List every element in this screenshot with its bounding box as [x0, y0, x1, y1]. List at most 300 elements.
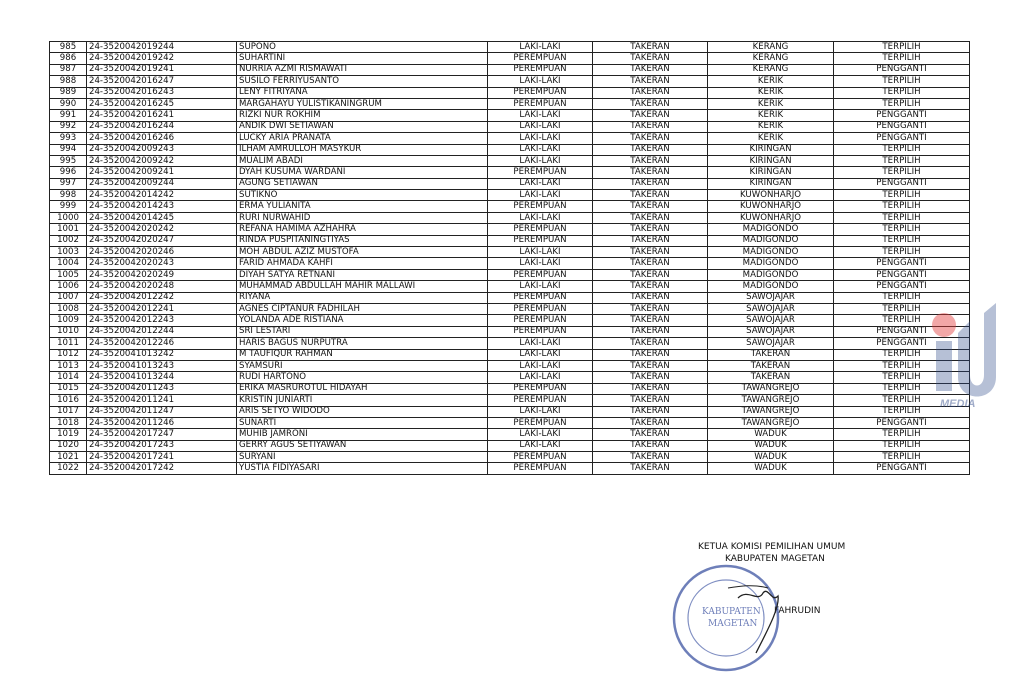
cell-name: ILHAM AMRULLOH MASYKUR: [237, 144, 488, 155]
cell-id: 24-3520042016247: [87, 76, 237, 87]
cell-no: 994: [50, 144, 87, 155]
cell-status: TERPILIH: [834, 406, 970, 417]
cell-gender: PEREMPUAN: [488, 417, 593, 428]
cell-id: 24-3520042012241: [87, 303, 237, 314]
cell-no: 1007: [50, 292, 87, 303]
cell-village: WADUK: [708, 463, 834, 474]
cell-village: TAKERAN: [708, 349, 834, 360]
svg-text:MEDIA: MEDIA: [940, 398, 976, 410]
cell-district: TAKERAN: [593, 360, 708, 371]
cell-id: 24-3520042012246: [87, 338, 237, 349]
cell-name: ANDIK DWI SETIAWAN: [237, 121, 488, 132]
table-row: [50, 167, 970, 178]
cell-district: TAKERAN: [593, 303, 708, 314]
cell-name: SUHARTINI: [237, 53, 488, 64]
cell-no: 992: [50, 121, 87, 132]
cell-gender: PEREMPUAN: [488, 53, 593, 64]
cell-name: DIYAH SATYA RETNANI: [237, 269, 488, 280]
cell-id: 24-3520042019241: [87, 64, 237, 75]
cell-status: TERPILIH: [834, 349, 970, 360]
cell-gender: PEREMPUAN: [488, 235, 593, 246]
cell-name: SYAMSURI: [237, 360, 488, 371]
cell-village: KERIK: [708, 76, 834, 87]
cell-name: RIZKI NUR ROKHIM: [237, 110, 488, 121]
cell-gender: LAKI-LAKI: [488, 429, 593, 440]
table-row: [50, 326, 970, 337]
table-row: [50, 395, 970, 406]
table-row: [50, 87, 970, 98]
table-row: [50, 201, 970, 212]
cell-gender: PEREMPUAN: [488, 463, 593, 474]
cell-gender: LAKI-LAKI: [488, 360, 593, 371]
cell-no: 987: [50, 64, 87, 75]
cell-no: 1018: [50, 417, 87, 428]
cell-district: TAKERAN: [593, 395, 708, 406]
cell-status: TERPILIH: [834, 395, 970, 406]
cell-gender: LAKI-LAKI: [488, 76, 593, 87]
table-row: [50, 429, 970, 440]
cell-no: 1016: [50, 395, 87, 406]
cell-name: AGNES CIPTANUR FADHILAH: [237, 303, 488, 314]
cell-status: PENGGANTI: [834, 417, 970, 428]
cell-gender: PEREMPUAN: [488, 395, 593, 406]
table-row: [50, 98, 970, 109]
cell-district: TAKERAN: [593, 258, 708, 269]
cell-no: 996: [50, 167, 87, 178]
cell-village: KERIK: [708, 87, 834, 98]
cell-gender: LAKI-LAKI: [488, 247, 593, 258]
cell-id: 24-3520042017242: [87, 463, 237, 474]
cell-id: 24-3520042012244: [87, 326, 237, 337]
cell-district: TAKERAN: [593, 326, 708, 337]
cell-name: GERRY AGUS SETIYAWAN: [237, 440, 488, 451]
cell-gender: PEREMPUAN: [488, 269, 593, 280]
cell-status: TERPILIH: [834, 155, 970, 166]
cell-gender: PEREMPUAN: [488, 201, 593, 212]
cell-gender: LAKI-LAKI: [488, 178, 593, 189]
cell-gender: LAKI-LAKI: [488, 42, 593, 53]
cell-village: KIRINGAN: [708, 144, 834, 155]
cell-no: 995: [50, 155, 87, 166]
cell-village: SAWOJAJAR: [708, 303, 834, 314]
cell-district: TAKERAN: [593, 338, 708, 349]
table-row: [50, 315, 970, 326]
cell-district: TAKERAN: [593, 315, 708, 326]
cell-id: 24-3520041013242: [87, 349, 237, 360]
cell-status: TERPILIH: [834, 235, 970, 246]
cell-status: PENGGANTI: [834, 463, 970, 474]
cell-district: TAKERAN: [593, 155, 708, 166]
cell-status: PENGGANTI: [834, 258, 970, 269]
cell-id: 24-3520042017243: [87, 440, 237, 451]
cell-status: PENGGANTI: [834, 338, 970, 349]
cell-id: 24-3520042012243: [87, 315, 237, 326]
cell-id: 24-3520042009242: [87, 155, 237, 166]
cell-village: KIRINGAN: [708, 167, 834, 178]
cell-id: 24-3520042017241: [87, 452, 237, 463]
cell-no: 1021: [50, 452, 87, 463]
cell-village: KERIK: [708, 133, 834, 144]
cell-no: 1012: [50, 349, 87, 360]
cell-village: MADIGONDO: [708, 235, 834, 246]
table-row: [50, 224, 970, 235]
cell-village: TAWANGREJO: [708, 395, 834, 406]
cell-status: TERPILIH: [834, 247, 970, 258]
cell-district: TAKERAN: [593, 281, 708, 292]
cell-gender: LAKI-LAKI: [488, 212, 593, 223]
cell-district: TAKERAN: [593, 144, 708, 155]
cell-name: YUSTIA FIDIYASARI: [237, 463, 488, 474]
svg-text:KABUPATEN: KABUPATEN: [702, 607, 761, 617]
cell-status: TERPILIH: [834, 87, 970, 98]
cell-district: TAKERAN: [593, 167, 708, 178]
cell-no: 1010: [50, 326, 87, 337]
cell-village: TAWANGREJO: [708, 383, 834, 394]
cell-district: TAKERAN: [593, 201, 708, 212]
cell-no: 991: [50, 110, 87, 121]
table-row: [50, 178, 970, 189]
cell-name: SRI LESTARI: [237, 326, 488, 337]
cell-village: SAWOJAJAR: [708, 315, 834, 326]
cell-gender: PEREMPUAN: [488, 292, 593, 303]
cell-name: ERIKA MASRUROTUL HIDAYAH: [237, 383, 488, 394]
cell-district: TAKERAN: [593, 53, 708, 64]
cell-district: TAKERAN: [593, 76, 708, 87]
cell-id: 24-3520041013243: [87, 360, 237, 371]
signature-name: FAHRUDIN: [774, 606, 821, 616]
cell-id: 24-3520042019244: [87, 42, 237, 53]
cell-status: TERPILIH: [834, 42, 970, 53]
cell-id: 24-3520042014242: [87, 190, 237, 201]
cell-district: TAKERAN: [593, 42, 708, 53]
cell-status: TERPILIH: [834, 360, 970, 371]
cell-gender: LAKI-LAKI: [488, 144, 593, 155]
cell-no: 1000: [50, 212, 87, 223]
cell-district: TAKERAN: [593, 178, 708, 189]
cell-id: 24-3520042014245: [87, 212, 237, 223]
cell-id: 24-3520041013244: [87, 372, 237, 383]
cell-status: TERPILIH: [834, 201, 970, 212]
cell-name: SUNARTI: [237, 417, 488, 428]
cell-id: 24-3520042011246: [87, 417, 237, 428]
cell-no: 985: [50, 42, 87, 53]
media-logo: [930, 303, 1000, 413]
cell-gender: LAKI-LAKI: [488, 121, 593, 132]
cell-village: KERIK: [708, 121, 834, 132]
cell-village: MADIGONDO: [708, 258, 834, 269]
cell-id: 24-3520042016246: [87, 133, 237, 144]
cell-gender: LAKI-LAKI: [488, 133, 593, 144]
cell-status: PENGGANTI: [834, 326, 970, 337]
cell-gender: LAKI-LAKI: [488, 440, 593, 451]
cell-no: 1013: [50, 360, 87, 371]
cell-gender: LAKI-LAKI: [488, 349, 593, 360]
cell-gender: LAKI-LAKI: [488, 190, 593, 201]
table-row: [50, 383, 970, 394]
table-row: [50, 110, 970, 121]
cell-gender: LAKI-LAKI: [488, 338, 593, 349]
cell-status: PENGGANTI: [834, 64, 970, 75]
table-row: [50, 212, 970, 223]
cell-district: TAKERAN: [593, 235, 708, 246]
cell-district: TAKERAN: [593, 190, 708, 201]
cell-id: 24-3520042009244: [87, 178, 237, 189]
cell-no: 1011: [50, 338, 87, 349]
cell-district: TAKERAN: [593, 372, 708, 383]
cell-village: TAWANGREJO: [708, 406, 834, 417]
table-row: [50, 269, 970, 280]
table-row: [50, 360, 970, 371]
cell-no: 1001: [50, 224, 87, 235]
cell-id: 24-3520042020243: [87, 258, 237, 269]
cell-no: 1003: [50, 247, 87, 258]
cell-id: 24-3520042020249: [87, 269, 237, 280]
cell-gender: PEREMPUAN: [488, 224, 593, 235]
cell-id: 24-3520042016241: [87, 110, 237, 121]
cell-village: WADUK: [708, 440, 834, 451]
cell-status: PENGGANTI: [834, 269, 970, 280]
cell-status: TERPILIH: [834, 144, 970, 155]
cell-village: TAKERAN: [708, 372, 834, 383]
cell-status: TERPILIH: [834, 53, 970, 64]
table-row: [50, 121, 970, 132]
cell-village: MADIGONDO: [708, 281, 834, 292]
cell-name: SURYANI: [237, 452, 488, 463]
cell-status: PENGGANTI: [834, 281, 970, 292]
table-row: [50, 303, 970, 314]
cell-gender: PEREMPUAN: [488, 383, 593, 394]
cell-status: TERPILIH: [834, 315, 970, 326]
table-row: [50, 190, 970, 201]
table-row: [50, 338, 970, 349]
cell-gender: PEREMPUAN: [488, 98, 593, 109]
cell-no: 1005: [50, 269, 87, 280]
cell-district: TAKERAN: [593, 87, 708, 98]
cell-no: 1019: [50, 429, 87, 440]
cell-name: SUSILO FERRIYUSANTO: [237, 76, 488, 87]
cell-gender: PEREMPUAN: [488, 167, 593, 178]
table-row: [50, 406, 970, 417]
cell-district: TAKERAN: [593, 417, 708, 428]
cell-gender: LAKI-LAKI: [488, 110, 593, 121]
table-row: [50, 42, 970, 53]
cell-status: TERPILIH: [834, 224, 970, 235]
cell-id: 24-3520042016243: [87, 87, 237, 98]
cell-id: 24-3520042016245: [87, 98, 237, 109]
cell-name: YOLANDA ADE RISTIANA: [237, 315, 488, 326]
cell-district: TAKERAN: [593, 440, 708, 451]
cell-district: TAKERAN: [593, 224, 708, 235]
cell-district: TAKERAN: [593, 121, 708, 132]
signature-title: KETUA KOMISI PEMILIHAN UMUM: [698, 542, 846, 552]
cell-name: RINDA PUSPITANINGTIYAS: [237, 235, 488, 246]
cell-name: MUHAMMAD ABDULLAH MAHIR MALLAWI: [237, 281, 488, 292]
cell-no: 1015: [50, 383, 87, 394]
cell-id: 24-3520042009241: [87, 167, 237, 178]
cell-id: 24-3520042012242: [87, 292, 237, 303]
cell-id: 24-3520042009243: [87, 144, 237, 155]
cell-village: SAWOJAJAR: [708, 292, 834, 303]
cell-village: SAWOJAJAR: [708, 326, 834, 337]
cell-village: SAWOJAJAR: [708, 338, 834, 349]
cell-village: KERIK: [708, 98, 834, 109]
cell-name: REFANA HAMIMA AZHAHRA: [237, 224, 488, 235]
cell-status: TERPILIH: [834, 452, 970, 463]
cell-name: NURRIA AZMI RISMAWATI: [237, 64, 488, 75]
cell-no: 989: [50, 87, 87, 98]
cell-gender: LAKI-LAKI: [488, 372, 593, 383]
cell-status: PENGGANTI: [834, 110, 970, 121]
cell-village: KUWONHARJO: [708, 212, 834, 223]
cell-id: 24-3520042020246: [87, 247, 237, 258]
cell-gender: PEREMPUAN: [488, 326, 593, 337]
cell-gender: LAKI-LAKI: [488, 258, 593, 269]
cell-gender: PEREMPUAN: [488, 303, 593, 314]
cell-status: TERPILIH: [834, 292, 970, 303]
cell-id: 24-3520042011241: [87, 395, 237, 406]
cell-village: KERANG: [708, 53, 834, 64]
cell-village: KERANG: [708, 42, 834, 53]
cell-name: MUALIM ABADI: [237, 155, 488, 166]
table-row: [50, 133, 970, 144]
cell-no: 1006: [50, 281, 87, 292]
cell-village: WADUK: [708, 429, 834, 440]
cell-gender: PEREMPUAN: [488, 64, 593, 75]
cell-no: 1004: [50, 258, 87, 269]
cell-district: TAKERAN: [593, 463, 708, 474]
cell-status: TERPILIH: [834, 372, 970, 383]
cell-village: KUWONHARJO: [708, 201, 834, 212]
cell-name: KRISTIN JUNIARTI: [237, 395, 488, 406]
table-row: [50, 440, 970, 451]
cell-district: TAKERAN: [593, 406, 708, 417]
cell-district: TAKERAN: [593, 212, 708, 223]
cell-status: TERPILIH: [834, 76, 970, 87]
cell-village: KIRINGAN: [708, 178, 834, 189]
table-row: [50, 258, 970, 269]
cell-id: 24-3520042014243: [87, 201, 237, 212]
cell-no: 988: [50, 76, 87, 87]
cell-gender: LAKI-LAKI: [488, 155, 593, 166]
cell-status: PENGGANTI: [834, 178, 970, 189]
cell-district: TAKERAN: [593, 292, 708, 303]
cell-no: 986: [50, 53, 87, 64]
table-row: [50, 155, 970, 166]
table-row: [50, 247, 970, 258]
cell-no: 1014: [50, 372, 87, 383]
cell-name: LUCKY ARIA PRANATA: [237, 133, 488, 144]
cell-no: 1008: [50, 303, 87, 314]
cell-no: 999: [50, 201, 87, 212]
cell-status: TERPILIH: [834, 303, 970, 314]
official-stamp: [668, 558, 788, 678]
cell-name: M TAUFIQUR RAHMAN: [237, 349, 488, 360]
cell-id: 24-3520042017247: [87, 429, 237, 440]
cell-gender: PEREMPUAN: [488, 315, 593, 326]
cell-district: TAKERAN: [593, 269, 708, 280]
cell-village: KERIK: [708, 110, 834, 121]
cell-name: ERMA YULIANITA: [237, 201, 488, 212]
cell-id: 24-3520042011243: [87, 383, 237, 394]
cell-name: LENY FITRIYANA: [237, 87, 488, 98]
cell-district: TAKERAN: [593, 110, 708, 121]
cell-village: MADIGONDO: [708, 247, 834, 258]
cell-name: RUDI HARTONO: [237, 372, 488, 383]
cell-name: MUHIB JAMRONI: [237, 429, 488, 440]
table-row: [50, 76, 970, 87]
cell-name: HARIS BAGUS NURPUTRA: [237, 338, 488, 349]
cell-village: TAKERAN: [708, 360, 834, 371]
table-row: [50, 144, 970, 155]
cell-no: 990: [50, 98, 87, 109]
cell-name: RURI NURWAHID: [237, 212, 488, 223]
cell-district: TAKERAN: [593, 452, 708, 463]
cell-village: MADIGONDO: [708, 269, 834, 280]
cell-name: SUPONO: [237, 42, 488, 53]
cell-status: TERPILIH: [834, 190, 970, 201]
cell-name: MARGAHAYU YULISTIKANINGRUM: [237, 98, 488, 109]
table-row: [50, 417, 970, 428]
table-row: [50, 53, 970, 64]
cell-village: KUWONHARJO: [708, 190, 834, 201]
table-row: [50, 372, 970, 383]
cell-status: TERPILIH: [834, 167, 970, 178]
cell-status: PENGGANTI: [834, 133, 970, 144]
cell-name: DYAH KUSUMA WARDANI: [237, 167, 488, 178]
table-row: [50, 281, 970, 292]
cell-status: TERPILIH: [834, 440, 970, 451]
cell-gender: LAKI-LAKI: [488, 406, 593, 417]
cell-gender: PEREMPUAN: [488, 452, 593, 463]
cell-name: FARID AHMADA KAHFI: [237, 258, 488, 269]
cell-id: 24-3520042020248: [87, 281, 237, 292]
cell-name: ARIS SETYO WIDODO: [237, 406, 488, 417]
cell-no: 1002: [50, 235, 87, 246]
table-row: [50, 452, 970, 463]
cell-no: 1009: [50, 315, 87, 326]
cell-village: KIRINGAN: [708, 155, 834, 166]
svg-text:MAGETAN: MAGETAN: [708, 619, 758, 629]
cell-district: TAKERAN: [593, 349, 708, 360]
cell-status: TERPILIH: [834, 98, 970, 109]
cell-status: TERPILIH: [834, 429, 970, 440]
cell-no: 997: [50, 178, 87, 189]
table-row: [50, 64, 970, 75]
cell-status: TERPILIH: [834, 383, 970, 394]
table-row: [50, 292, 970, 303]
cell-status: TERPILIH: [834, 212, 970, 223]
cell-status: PENGGANTI: [834, 121, 970, 132]
cell-no: 998: [50, 190, 87, 201]
cell-district: TAKERAN: [593, 429, 708, 440]
table-row: [50, 463, 970, 474]
cell-id: 24-3520042019242: [87, 53, 237, 64]
cell-id: 24-3520042020247: [87, 235, 237, 246]
cell-gender: LAKI-LAKI: [488, 281, 593, 292]
cell-village: KERANG: [708, 64, 834, 75]
cell-no: 1022: [50, 463, 87, 474]
cell-district: TAKERAN: [593, 98, 708, 109]
cell-name: MOH ABDUL AZIZ MUSTOFA: [237, 247, 488, 258]
cell-id: 24-3520042011247: [87, 406, 237, 417]
cell-district: TAKERAN: [593, 383, 708, 394]
results-table: [49, 41, 970, 475]
signature-region: KABUPATEN MAGETAN: [725, 554, 825, 564]
cell-village: WADUK: [708, 452, 834, 463]
cell-id: 24-3520042016244: [87, 121, 237, 132]
cell-gender: PEREMPUAN: [488, 87, 593, 98]
cell-name: AGUNG SETIAWAN: [237, 178, 488, 189]
